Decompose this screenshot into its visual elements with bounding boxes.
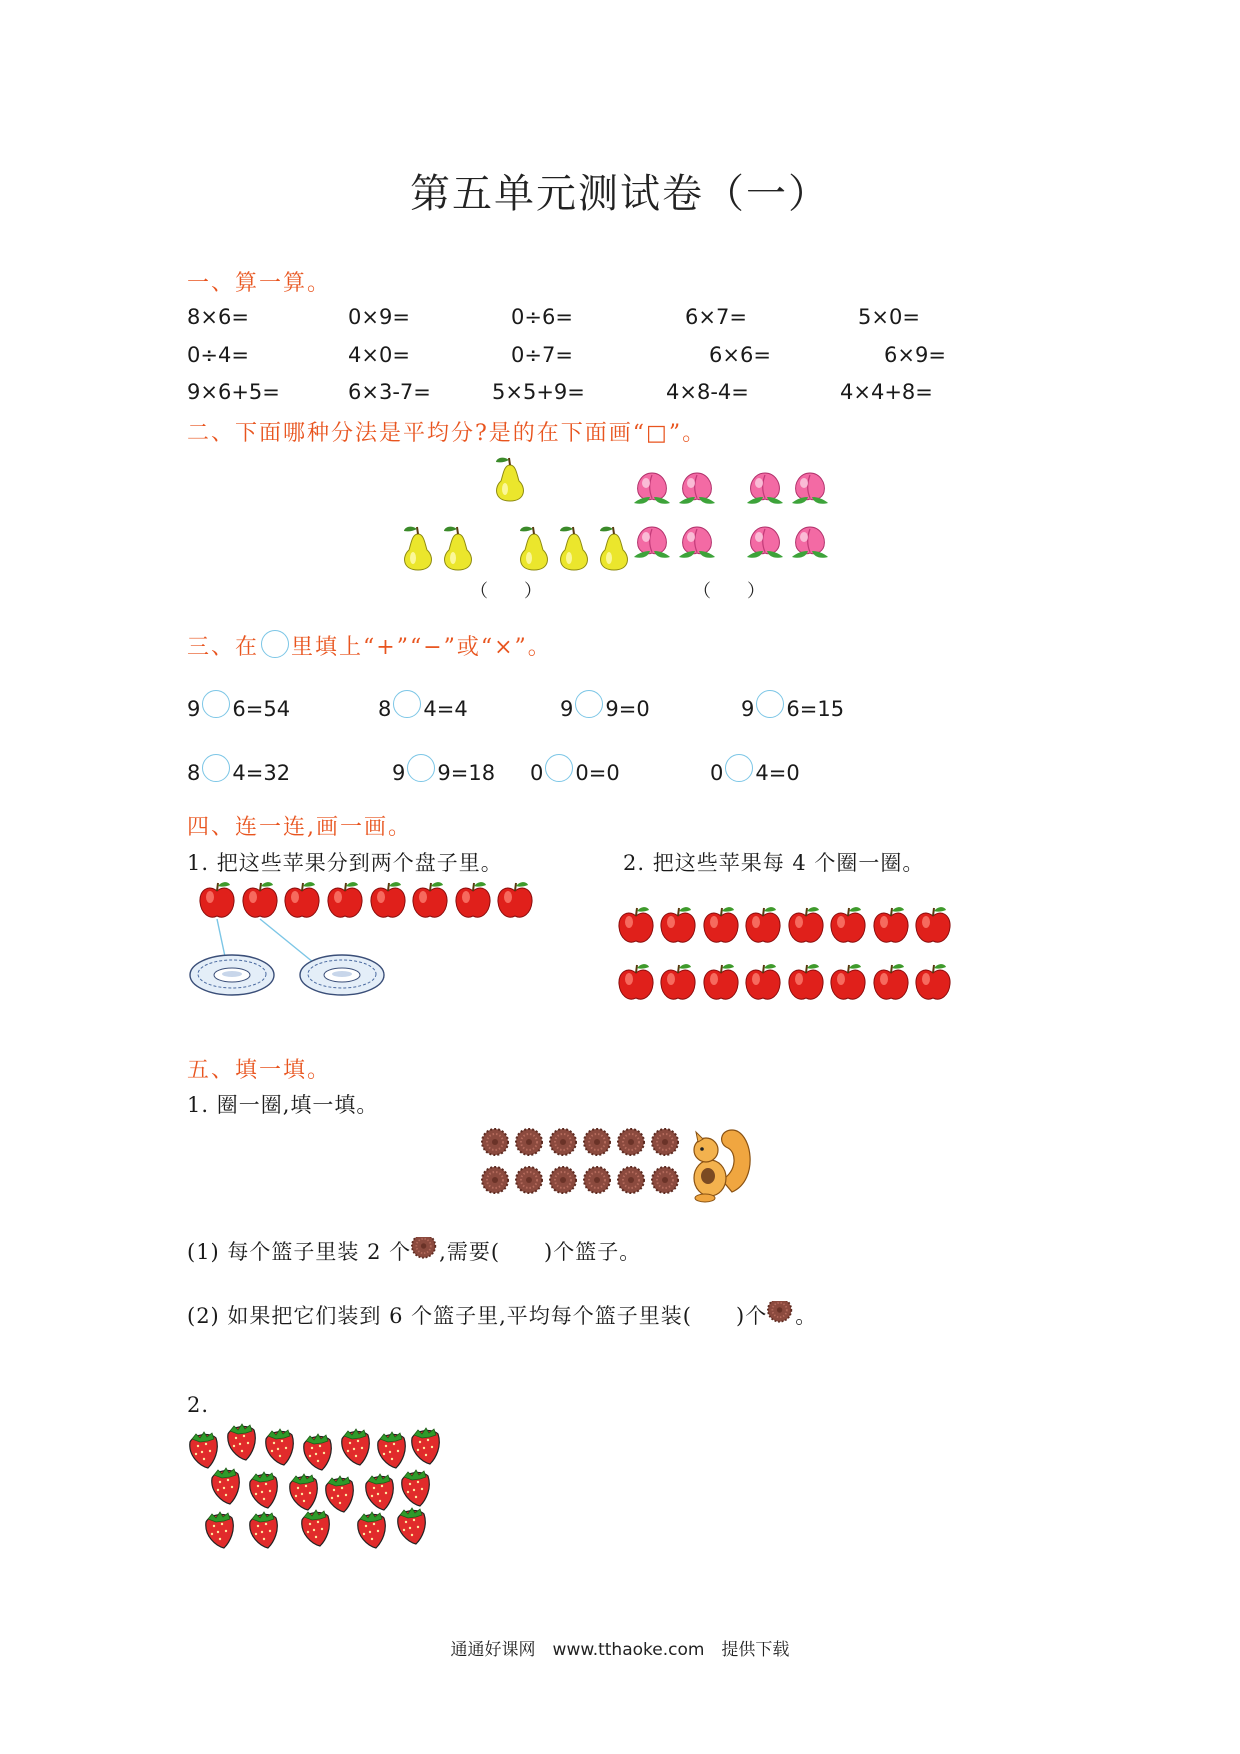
apple-icon <box>874 907 908 942</box>
peach-icon <box>792 473 828 504</box>
pinecone-icon <box>550 1129 576 1155</box>
equation: 4×8-4= <box>666 380 749 404</box>
strawberry-icon <box>228 1424 256 1460</box>
page-title: 第五单元测试卷（一） <box>410 171 830 217</box>
squirrel-icon <box>694 1130 750 1202</box>
section-1-heading: 一、算一算。 <box>187 271 332 296</box>
footer-credit: 通通好课网 www.tthaoke.com 提供下载 <box>450 1640 790 1660</box>
strawberry-icon <box>366 1474 394 1510</box>
operator-equation: 0 0=0 <box>530 760 620 788</box>
pinecone-icon <box>516 1167 542 1193</box>
strawberry-icon <box>378 1432 406 1468</box>
apple-icon <box>746 907 780 942</box>
operator-equation: 0 4=0 <box>710 760 800 788</box>
strawberry-icon <box>250 1512 278 1548</box>
pinecone-icon <box>618 1167 644 1193</box>
operator-equation: 9 6=54 <box>187 696 290 724</box>
equation: 0÷6= <box>511 305 573 329</box>
equation: 8×6= <box>187 305 249 329</box>
apple-icon <box>746 964 780 999</box>
equation: 0×9= <box>348 305 410 329</box>
peach-icon <box>747 473 783 504</box>
peach-icon <box>747 527 783 558</box>
answer-parentheses[interactable]: （ ） <box>693 581 765 602</box>
operator-equation: 9 6=15 <box>741 696 844 724</box>
equation: 5×5+9= <box>492 380 585 404</box>
apple-icon <box>285 882 319 917</box>
fruit-groups-illustration <box>390 455 850 575</box>
strawberry-icon <box>304 1434 332 1470</box>
question-5-1-sub2: (2) 如果把它们装到 6 个篮子里,平均每个篮子里装( )个 。 <box>187 1300 817 1330</box>
strawberry-icon <box>302 1510 330 1546</box>
strawberry-icon <box>398 1508 426 1544</box>
apple-icon <box>243 882 277 917</box>
pinecone-icon <box>652 1129 678 1155</box>
peach-icon <box>679 473 715 504</box>
circle-blank-icon <box>261 630 289 658</box>
pinecone-icon <box>516 1129 542 1155</box>
apple-icon <box>200 882 234 917</box>
pinecone-icon <box>584 1129 610 1155</box>
operator-blank[interactable] <box>407 754 435 782</box>
equation: 6×3-7= <box>348 380 431 404</box>
apple-icon <box>874 964 908 999</box>
question-5-1-sub1: (1) 每个篮子里装 2 个 ,需要( )个篮子。 <box>187 1236 641 1266</box>
apple-icon <box>661 907 695 942</box>
pear-icon <box>600 527 627 570</box>
heading-text: 三、在 <box>187 635 260 660</box>
operator-blank[interactable] <box>575 690 603 718</box>
pinecone-icon <box>482 1167 508 1193</box>
strawberry-icon <box>206 1512 234 1548</box>
apple-icon <box>704 907 738 942</box>
pear-icon <box>560 527 587 570</box>
pinecone-and-squirrel <box>470 1120 760 1210</box>
apples-and-plates <box>180 875 540 1015</box>
plate-icon <box>190 955 274 995</box>
strawberry-icon <box>342 1429 370 1465</box>
pinecone-icon <box>652 1167 678 1193</box>
answer-parentheses[interactable]: （ ） <box>470 581 542 602</box>
pear-icon <box>496 458 523 501</box>
section-4-heading: 四、连一连,画一画。 <box>187 815 412 840</box>
section-5-heading: 五、填一填。 <box>187 1058 332 1083</box>
section-2-heading: 二、下面哪种分法是平均分?是的在下面画“□”。 <box>187 421 707 446</box>
peach-icon <box>679 527 715 558</box>
pinecone-icon <box>767 1301 795 1325</box>
strawberry-icon <box>190 1432 218 1468</box>
apple-grid <box>610 900 960 1010</box>
heading-text: 里填上“+”“−”或“×”。 <box>291 635 552 660</box>
apple-icon <box>371 882 405 917</box>
operator-equation: 9 9=0 <box>560 696 650 724</box>
strawberry-group <box>180 1418 460 1553</box>
question-5-2: 2. <box>187 1393 210 1417</box>
equation: 9×6+5= <box>187 380 280 404</box>
pinecone-icon <box>482 1129 508 1155</box>
pear-icon <box>404 527 431 570</box>
strawberry-icon <box>326 1476 354 1512</box>
apple-icon <box>831 907 865 942</box>
strawberry-icon <box>212 1468 240 1504</box>
operator-blank[interactable] <box>202 690 230 718</box>
equation: 6×9= <box>884 343 946 367</box>
equation: 5×0= <box>858 305 920 329</box>
pear-icon <box>520 527 547 570</box>
pinecone-icon <box>411 1237 439 1261</box>
apple-icon <box>916 907 950 942</box>
equation: 4×4+8= <box>840 380 933 404</box>
pear-icon <box>444 527 471 570</box>
equation: 6×7= <box>685 305 747 329</box>
pinecone-icon <box>584 1167 610 1193</box>
apple-icon <box>619 964 653 999</box>
operator-blank[interactable] <box>393 690 421 718</box>
strawberry-icon <box>290 1474 318 1510</box>
peach-icon <box>634 473 670 504</box>
operator-equation: 9 9=18 <box>392 760 495 788</box>
operator-blank[interactable] <box>202 754 230 782</box>
pinecone-icon <box>618 1129 644 1155</box>
peach-icon <box>792 527 828 558</box>
operator-equation: 8 4=4 <box>378 696 468 724</box>
section-3-heading <box>187 630 552 662</box>
apple-icon <box>916 964 950 999</box>
equation: 6×6= <box>709 343 771 367</box>
apple-icon <box>661 964 695 999</box>
strawberry-icon <box>358 1512 386 1548</box>
operator-equation: 8 4=32 <box>187 760 290 788</box>
equation: 4×0= <box>348 343 410 367</box>
strawberry-icon <box>412 1428 440 1464</box>
question-4-1: 1. 把这些苹果分到两个盘子里。 <box>187 851 503 875</box>
pinecone-icon <box>550 1167 576 1193</box>
strawberry-icon <box>266 1429 294 1465</box>
plate-icon <box>300 955 384 995</box>
equation: 0÷7= <box>511 343 573 367</box>
apple-icon <box>704 964 738 999</box>
strawberry-icon <box>402 1470 430 1506</box>
question-5-1: 1. 圈一圈,填一填。 <box>187 1093 379 1117</box>
peach-icon <box>634 527 670 558</box>
operator-blank[interactable] <box>756 690 784 718</box>
apple-icon <box>498 882 532 917</box>
apple-icon <box>789 964 823 999</box>
operator-blank[interactable] <box>725 754 753 782</box>
equation: 0÷4= <box>187 343 249 367</box>
apple-icon <box>789 907 823 942</box>
apple-icon <box>619 907 653 942</box>
strawberry-icon <box>250 1472 278 1508</box>
question-4-2: 2. 把这些苹果每 4 个圈一圈。 <box>623 851 925 875</box>
apple-icon <box>831 964 865 999</box>
apple-icon <box>328 882 362 917</box>
apple-icon <box>456 882 490 917</box>
operator-blank[interactable] <box>545 754 573 782</box>
apple-icon <box>413 882 447 917</box>
